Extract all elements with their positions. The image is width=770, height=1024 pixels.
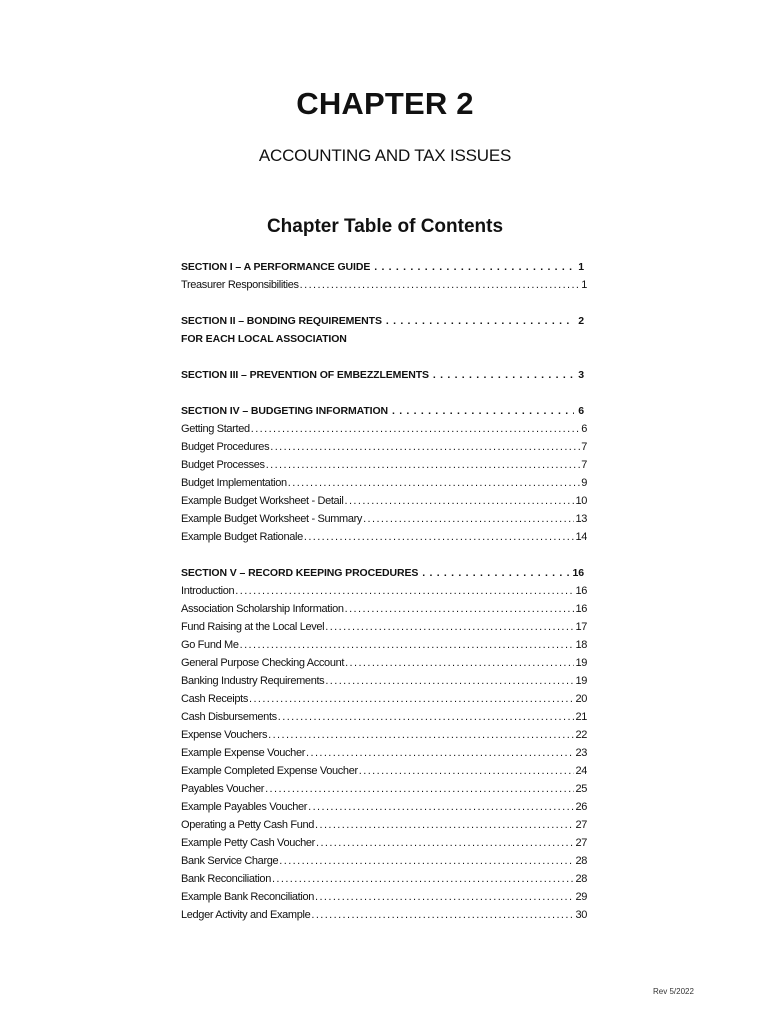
toc-entry-page: 23: [575, 747, 587, 759]
toc-entry-label: Treasurer Responsibilities: [181, 279, 299, 291]
toc-entry-label: Banking Industry Requirements: [181, 675, 325, 687]
toc-entry-label: Example Payables Voucher: [181, 801, 308, 813]
toc-entry[interactable]: [181, 420, 587, 438]
toc-entry[interactable]: [181, 654, 587, 672]
toc-entry-label: Cash Disbursements: [181, 711, 277, 723]
dot-leader: [315, 816, 574, 834]
dot-leader: [266, 456, 581, 474]
toc-entry-label: Example Bank Reconciliation: [181, 891, 315, 903]
dot-leader: [359, 762, 575, 780]
toc-entry-page: 28: [575, 855, 587, 867]
dot-leader: [270, 438, 580, 456]
toc-entry[interactable]: [181, 672, 587, 690]
toc-entry-page: 10: [575, 495, 587, 507]
toc-entry[interactable]: [181, 726, 587, 744]
revision-footer: Rev 5/2022: [653, 987, 694, 996]
toc-entry-page: 6: [581, 423, 587, 435]
toc-entry-label: Payables Voucher: [181, 783, 265, 795]
toc-entry-label: Go Fund Me: [181, 639, 239, 651]
toc-entry-label: Budget Procedures: [181, 441, 270, 453]
toc-entry-label: Fund Raising at the Local Level: [181, 621, 325, 633]
toc-entry[interactable]: [181, 510, 587, 528]
toc-heading: Chapter Table of Contents: [266, 216, 504, 237]
dot-leader: [240, 636, 575, 654]
toc-entry-page: 1: [581, 279, 587, 291]
dot-leader: [279, 852, 574, 870]
dot-leader: [392, 402, 574, 420]
dot-leader: [251, 420, 580, 438]
toc-section-heading[interactable]: [181, 564, 587, 582]
toc-section-page: 3: [578, 369, 584, 381]
dot-leader: [311, 906, 574, 924]
toc-entry-page: 14: [575, 531, 587, 543]
toc-entry-page: 17: [575, 621, 587, 633]
dot-leader: [363, 510, 574, 528]
toc-entry-page: 27: [575, 837, 587, 849]
toc-entry-label: Example Budget Worksheet - Summary: [181, 513, 363, 525]
toc-entry-label: Bank Reconciliation: [181, 873, 271, 885]
toc-entry[interactable]: [181, 852, 587, 870]
toc-entry-page: 26: [575, 801, 587, 813]
toc-section-heading[interactable]: [181, 312, 587, 330]
dot-leader: [315, 888, 574, 906]
dot-leader: [345, 492, 575, 510]
dot-leader: [345, 600, 575, 618]
toc-section: [181, 312, 587, 348]
dot-leader: [316, 834, 574, 852]
toc-entry[interactable]: [181, 906, 587, 924]
toc-entry-page: 28: [575, 873, 587, 885]
toc-entry-page: 22: [575, 729, 587, 741]
dot-leader: [325, 618, 574, 636]
chapter-subtitle: ACCOUNTING AND TAX ISSUES: [258, 146, 512, 165]
dot-leader: [278, 708, 575, 726]
toc-entry-page: 16: [575, 603, 587, 615]
toc-entry-label: Example Budget Rationale: [181, 531, 303, 543]
toc-entry[interactable]: [181, 474, 587, 492]
dot-leader: [433, 366, 574, 384]
toc-entry-label: General Purpose Checking Account: [181, 657, 345, 669]
toc-entry[interactable]: [181, 798, 587, 816]
dot-leader: [288, 474, 580, 492]
toc-section-heading[interactable]: [181, 366, 587, 384]
dot-leader: [265, 780, 574, 798]
toc-entry[interactable]: [181, 780, 587, 798]
toc-section-page: 2: [578, 315, 584, 327]
toc-entry-page: 9: [581, 477, 587, 489]
dot-leader: [308, 798, 574, 816]
toc-section-title-continued: [181, 330, 587, 348]
toc-entry-label: Budget Processes: [181, 459, 265, 471]
toc-entry[interactable]: [181, 690, 587, 708]
toc-entry-label: Cash Receipts: [181, 693, 248, 705]
toc-entry-page: 7: [581, 441, 587, 453]
toc-section-page: 6: [578, 405, 584, 417]
chapter-title: CHAPTER 2: [296, 86, 474, 121]
toc-section: [181, 366, 587, 384]
dot-leader: [304, 528, 575, 546]
toc-entry-page: 27: [575, 819, 587, 831]
toc-entry-page: 16: [575, 585, 587, 597]
toc-entry-page: 24: [575, 765, 587, 777]
toc-entry[interactable]: [181, 744, 587, 762]
dot-leader: [386, 312, 574, 330]
toc-entry-page: 25: [575, 783, 587, 795]
dot-leader: [272, 870, 574, 888]
toc-entry[interactable]: [181, 762, 587, 780]
toc-entry-page: 13: [575, 513, 587, 525]
toc-section-heading[interactable]: [181, 402, 587, 420]
toc-entry-label: Example Completed Expense Voucher: [181, 765, 358, 777]
toc-entry[interactable]: [181, 834, 587, 852]
dot-leader: [325, 672, 574, 690]
toc-entry-label: Example Budget Worksheet - Detail: [181, 495, 344, 507]
dot-leader: [268, 726, 574, 744]
toc-entry-page: 18: [575, 639, 587, 651]
toc-entry[interactable]: [181, 708, 587, 726]
toc-entry[interactable]: [181, 276, 587, 294]
toc-entry[interactable]: [181, 600, 587, 618]
toc-section-title: SECTION V – RECORD KEEPING PROCEDURES: [181, 567, 419, 579]
toc-entry-page: 19: [575, 657, 587, 669]
dot-leader: [249, 690, 574, 708]
toc-entry-page: 7: [581, 459, 587, 471]
toc-section: [181, 564, 587, 924]
toc-entry[interactable]: [181, 618, 587, 636]
toc-entry-label: Example Petty Cash Voucher: [181, 837, 315, 849]
toc-entry-label: Operating a Petty Cash Fund: [181, 819, 315, 831]
toc-entry[interactable]: [181, 816, 587, 834]
toc-entry[interactable]: [181, 636, 587, 654]
toc-entry-page: 29: [575, 891, 587, 903]
toc-entry[interactable]: [181, 528, 587, 546]
toc-section-page: 16: [572, 567, 584, 579]
toc-entry[interactable]: [181, 888, 587, 906]
toc-entry[interactable]: [181, 438, 587, 456]
toc-entry[interactable]: [181, 582, 587, 600]
toc-entry-page: 20: [575, 693, 587, 705]
toc-entry-label: Example Expense Voucher: [181, 747, 306, 759]
toc-entry-label: Association Scholarship Information: [181, 603, 344, 615]
toc-section: [181, 402, 587, 546]
toc-section-title: SECTION IV – BUDGETING INFORMATION: [181, 405, 388, 417]
toc-entry-page: 19: [575, 675, 587, 687]
toc-entry-page: 21: [575, 711, 587, 723]
toc-section: [181, 258, 587, 294]
toc-section-title: SECTION III – PREVENTION OF EMBEZZLEMENTS: [181, 369, 429, 381]
toc-entry[interactable]: [181, 870, 587, 888]
dot-leader: [374, 258, 574, 276]
toc-section-title-line2: FOR EACH LOCAL ASSOCIATION: [181, 333, 347, 345]
toc-entry[interactable]: [181, 492, 587, 510]
dot-leader: [235, 582, 574, 600]
dot-leader: [306, 744, 574, 762]
toc-entry-label: Getting Started: [181, 423, 250, 435]
dot-leader: [422, 564, 568, 582]
toc-entry-label: Bank Service Charge: [181, 855, 279, 867]
toc-entry[interactable]: [181, 456, 587, 474]
toc-section-page: 1: [578, 261, 584, 273]
toc-entry-label: Budget Implementation: [181, 477, 287, 489]
toc-entry-page: 30: [575, 909, 587, 921]
toc-entry-label: Introduction: [181, 585, 235, 597]
toc-entry-label: Expense Vouchers: [181, 729, 268, 741]
dot-leader: [345, 654, 574, 672]
toc-section-heading[interactable]: [181, 258, 587, 276]
toc-entry-label: Ledger Activity and Example: [181, 909, 311, 921]
toc-section-title: SECTION I – A PERFORMANCE GUIDE: [181, 261, 371, 273]
toc-section-title: SECTION II – BONDING REQUIREMENTS: [181, 315, 382, 327]
table-of-contents: [181, 258, 587, 942]
dot-leader: [300, 276, 581, 294]
